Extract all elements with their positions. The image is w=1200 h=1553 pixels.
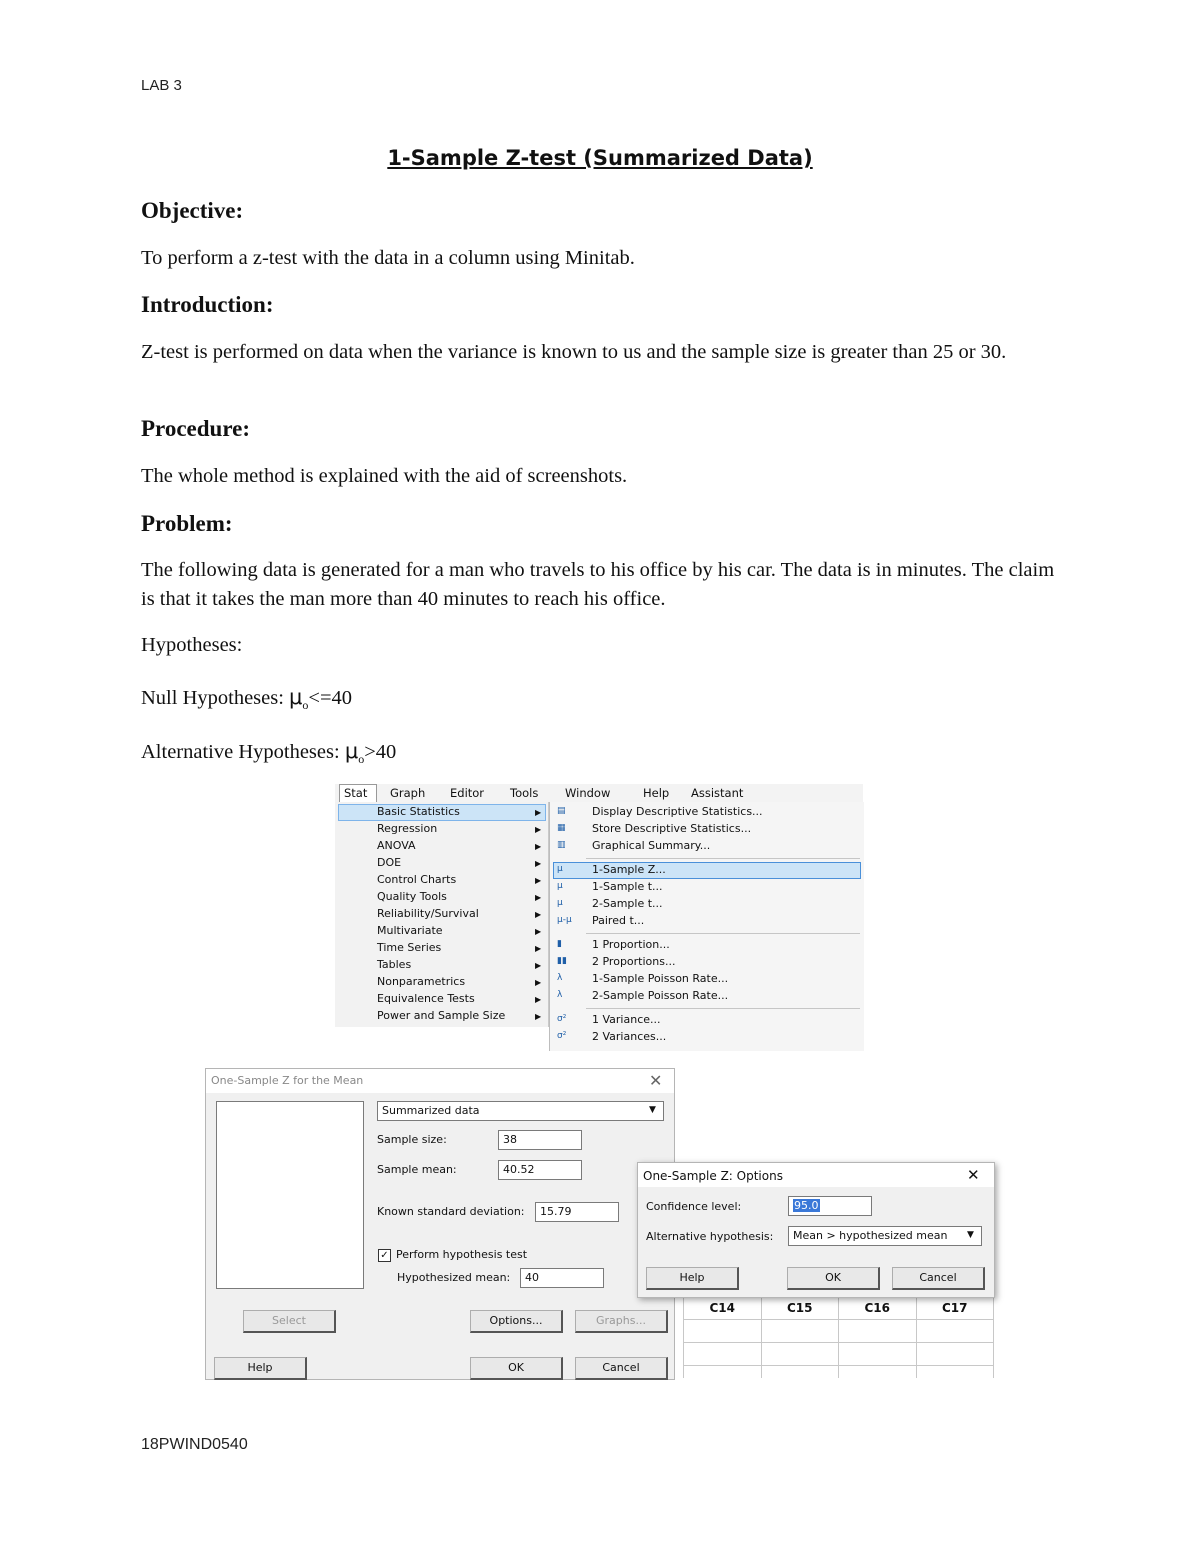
submenu-item[interactable]: 1 Variance... xyxy=(592,1013,661,1026)
one-sample-z-dialog xyxy=(205,1068,675,1380)
options-dialog xyxy=(637,1162,995,1298)
submenu-arrow-icon: ▶ xyxy=(535,859,542,868)
worksheet-row xyxy=(684,1366,994,1379)
cell[interactable] xyxy=(684,1320,762,1343)
hyp-mean-label: Hypothesized mean: xyxy=(397,1271,511,1284)
stat-menu-item[interactable]: Equivalence Tests xyxy=(377,992,475,1005)
mu-subscript: o xyxy=(358,752,365,767)
basic-statistics-submenu xyxy=(549,802,864,1051)
submenu-arrow-icon: ▶ xyxy=(535,944,542,953)
stat-menu-item[interactable]: Regression xyxy=(377,822,438,835)
submenu-arrow-icon: ▶ xyxy=(535,978,542,987)
sample-size-field[interactable]: 38 xyxy=(498,1130,582,1150)
column-header[interactable]: C17 xyxy=(916,1297,994,1320)
submenu-item[interactable]: Paired t... xyxy=(592,914,645,927)
help-button[interactable]: Help xyxy=(214,1357,307,1380)
submenu-arrow-icon: ▶ xyxy=(535,995,542,1004)
null-hypothesis xyxy=(141,683,1061,720)
submenu-item[interactable]: Graphical Summary... xyxy=(592,839,711,852)
cell[interactable] xyxy=(684,1343,762,1366)
cell[interactable] xyxy=(761,1320,839,1343)
procedure-heading: Procedure: xyxy=(141,416,251,441)
stat-menu-item[interactable]: Multivariate xyxy=(377,924,443,937)
perform-test-checkbox[interactable]: ✓ xyxy=(378,1249,391,1262)
ok-button[interactable]: OK xyxy=(470,1357,563,1380)
hyp-mean-field[interactable]: 40 xyxy=(520,1268,604,1288)
stat-menu-item[interactable]: Power and Sample Size xyxy=(377,1009,506,1022)
dialog-title: One-Sample Z for the Mean xyxy=(211,1074,364,1087)
sd-label: Known standard deviation: xyxy=(377,1205,525,1218)
confidence-value: 95.0 xyxy=(794,1199,819,1212)
menu-separator xyxy=(586,858,860,859)
stat-menu-item[interactable]: Time Series xyxy=(377,941,442,954)
worksheet-grid xyxy=(673,1296,994,1378)
mu-subscript: o xyxy=(302,698,309,713)
introduction-text: Z-test is performed on data when the variance is known to us and the sample size is greater than 25 or 30. xyxy=(141,341,1007,363)
menu-graph[interactable]: Graph xyxy=(390,786,426,800)
cell[interactable] xyxy=(761,1343,839,1366)
cell[interactable] xyxy=(916,1366,994,1379)
menu-bar xyxy=(335,784,863,803)
column-header[interactable]: C14 xyxy=(684,1297,762,1320)
sd-field[interactable]: 15.79 xyxy=(535,1202,619,1222)
data-mode-select[interactable]: Summarized data xyxy=(377,1101,664,1121)
submenu-arrow-icon: ▶ xyxy=(535,893,542,902)
procedure-text: The whole method is explained with the aid of screenshots. xyxy=(141,465,628,487)
submenu-arrow-icon: ▶ xyxy=(535,825,542,834)
submenu-item[interactable]: 2 Proportions... xyxy=(592,955,676,968)
hypotheses-label: Hypotheses: xyxy=(141,634,243,656)
submenu-arrow-icon: ▶ xyxy=(535,876,542,885)
cell[interactable] xyxy=(916,1320,994,1343)
problem-heading: Problem: xyxy=(141,511,233,536)
confidence-label: Confidence level: xyxy=(646,1200,742,1213)
submenu-arrow-icon: ▶ xyxy=(535,961,542,970)
one-sample-t-icon: μ xyxy=(557,881,563,891)
submenu-item[interactable]: 1-Sample t... xyxy=(592,880,663,893)
alternative-label: Alternative hypothesis: xyxy=(646,1230,774,1243)
options-cancel-button[interactable]: Cancel xyxy=(892,1267,985,1290)
menu-editor[interactable]: Editor xyxy=(450,786,485,800)
options-button[interactable]: Options... xyxy=(470,1310,563,1333)
cell[interactable] xyxy=(761,1366,839,1379)
submenu-item[interactable]: 2-Sample Poisson Rate... xyxy=(592,989,729,1002)
cell[interactable] xyxy=(684,1366,762,1379)
submenu-arrow-icon: ▶ xyxy=(535,1012,542,1021)
null-hypothesis-expr: <=40 xyxy=(308,687,353,709)
submenu-arrow-icon: ▶ xyxy=(535,927,542,936)
stat-menu-item[interactable]: Reliability/Survival xyxy=(377,907,479,920)
options-help-button[interactable]: Help xyxy=(646,1267,739,1290)
null-hypothesis-label: Null Hypotheses: xyxy=(141,687,290,709)
column-header[interactable]: C16 xyxy=(839,1297,917,1320)
objective-heading: Objective: xyxy=(141,198,244,223)
menu-tools[interactable]: Tools xyxy=(510,786,539,800)
menu-separator xyxy=(586,1008,860,1009)
menu-stat[interactable]: Stat xyxy=(344,786,368,800)
page-title: 1-Sample Z-test (Summarized Data) xyxy=(387,146,813,170)
store-stats-icon: ▦ xyxy=(557,823,566,833)
chevron-down-icon: ▼ xyxy=(967,1230,974,1240)
chevron-down-icon: ▼ xyxy=(649,1105,656,1115)
menu-window[interactable]: Window xyxy=(565,786,611,800)
menu-assistant[interactable]: Assistant xyxy=(691,786,744,800)
menu-separator xyxy=(586,933,860,934)
close-icon[interactable]: ✕ xyxy=(649,1071,663,1090)
stat-menu-item[interactable]: Quality Tools xyxy=(377,890,447,903)
submenu-arrow-icon: ▶ xyxy=(535,808,542,817)
one-variance-icon: σ² xyxy=(557,1014,567,1024)
one-proportion-icon: ▮ xyxy=(557,939,562,949)
submenu-item[interactable]: 2 Variances... xyxy=(592,1030,667,1043)
variables-listbox[interactable] xyxy=(216,1101,364,1289)
alternative-select[interactable]: Mean > hypothesized mean xyxy=(788,1226,982,1246)
two-sample-t-icon: μ xyxy=(557,898,563,908)
cell[interactable] xyxy=(839,1366,917,1379)
sample-mean-field[interactable]: 40.52 xyxy=(498,1160,582,1180)
worksheet-row xyxy=(684,1320,994,1343)
alternative-hypothesis xyxy=(141,737,1061,774)
select-button[interactable]: Select xyxy=(243,1310,336,1333)
close-icon[interactable]: ✕ xyxy=(967,1166,980,1184)
worksheet-table xyxy=(683,1296,994,1378)
alt-hypothesis-expr: >40 xyxy=(364,741,397,763)
sample-size-label: Sample size: xyxy=(377,1133,447,1146)
worksheet-row xyxy=(684,1343,994,1366)
mu-symbol: μ xyxy=(289,685,303,709)
footer-id: 18PWIND0540 xyxy=(141,1436,248,1453)
submenu-item[interactable]: 2-Sample t... xyxy=(592,897,663,910)
one-sample-z-icon: μ xyxy=(557,864,563,874)
submenu-item-1-sample-z[interactable]: 1-Sample Z... xyxy=(592,863,666,876)
perform-test-label: Perform hypothesis test xyxy=(396,1248,528,1261)
graphs-button[interactable]: Graphs... xyxy=(575,1310,668,1333)
options-title: One-Sample Z: Options xyxy=(643,1169,783,1183)
submenu-item[interactable]: 1-Sample Poisson Rate... xyxy=(592,972,729,985)
stat-menu-item[interactable]: DOE xyxy=(377,856,402,869)
two-proportions-icon: ▮▮ xyxy=(557,956,567,966)
cancel-button[interactable]: Cancel xyxy=(575,1357,668,1380)
alt-hypothesis-label: Alternative Hypotheses: xyxy=(141,741,345,763)
stat-menu-item[interactable]: Basic Statistics xyxy=(377,805,460,818)
problem-text: The following data is generated for a man who travels to his office by his car. The data is in minutes. The claim is that it takes the man more than 40 minutes to reach his office. xyxy=(141,559,1055,610)
two-variances-icon: σ² xyxy=(557,1031,567,1041)
mu-symbol: μ xyxy=(344,739,359,763)
cell[interactable] xyxy=(839,1320,917,1343)
confidence-field[interactable] xyxy=(788,1196,872,1216)
one-poisson-icon: λ xyxy=(557,973,563,983)
submenu-item[interactable]: 1 Proportion... xyxy=(592,938,670,951)
paired-t-icon: μ-μ xyxy=(557,915,572,925)
sample-mean-label: Sample mean: xyxy=(377,1163,457,1176)
lab-header: LAB 3 xyxy=(141,77,182,94)
cell[interactable] xyxy=(839,1343,917,1366)
stat-menu-item[interactable]: Nonparametrics xyxy=(377,975,466,988)
two-poisson-icon: λ xyxy=(557,990,563,1000)
menu-help[interactable]: Help xyxy=(643,786,670,800)
worksheet-header-row xyxy=(684,1297,994,1320)
cell[interactable] xyxy=(916,1343,994,1366)
options-ok-button[interactable]: OK xyxy=(787,1267,880,1290)
column-header[interactable]: C15 xyxy=(761,1297,839,1320)
graphical-summary-icon: ▥ xyxy=(557,840,566,850)
introduction-heading: Introduction: xyxy=(141,292,274,317)
submenu-item[interactable]: Display Descriptive Statistics... xyxy=(592,805,763,818)
stat-menu-item[interactable]: Tables xyxy=(377,958,412,971)
submenu-arrow-icon: ▶ xyxy=(535,910,542,919)
objective-text: To perform a z-test with the data in a column using Minitab. xyxy=(141,247,635,269)
submenu-item[interactable]: Store Descriptive Statistics... xyxy=(592,822,752,835)
descriptive-stats-icon: ▤ xyxy=(557,806,566,816)
stat-menu-item[interactable]: Control Charts xyxy=(377,873,457,886)
submenu-arrow-icon: ▶ xyxy=(535,842,542,851)
stat-menu-item[interactable]: ANOVA xyxy=(377,839,416,852)
stat-menu xyxy=(335,802,549,1027)
